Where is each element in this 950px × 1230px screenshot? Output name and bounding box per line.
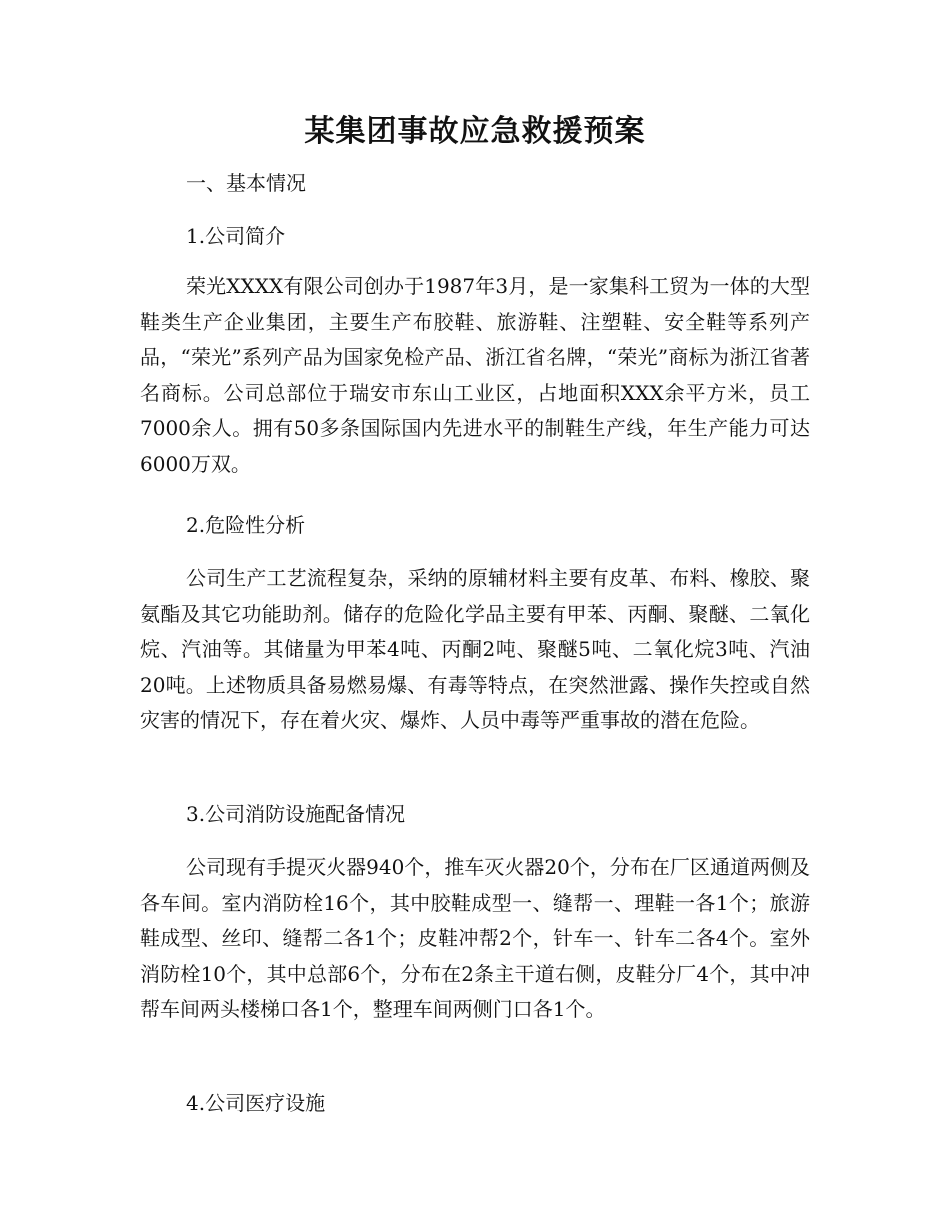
subheading-hazard-analysis: 2.危险性分析 bbox=[186, 513, 306, 537]
paragraph-hazard-analysis: 公司生产工艺流程复杂，采纳的原辅材料主要有皮革、布料、橡胶、聚氨酯及其它功能助剂。储存的危险化学品主要有甲苯、丙酮、聚醚、二氧化烷、汽油等。其储量为甲苯4吨、丙酮2吨、聚醚5吨、二氧化烷3吨、汽油20吨。上述物质具备易燃易爆、有毒等特点，在突然泄露、操作失控或自然灾害的情况下，存在着火灾、爆炸、人员中毒等严重事故的潜在危险。 bbox=[140, 566, 810, 732]
subheading-company-profile: 1.公司简介 bbox=[186, 224, 286, 248]
document-title: 某集团事故应急救援预案 bbox=[304, 114, 646, 149]
paragraph-company-profile: 荣光XXXX有限公司创办于1987年3月，是一家集科工贸为一体的大型鞋类生产企业集团，主要生产布胶鞋、旅游鞋、注塑鞋、安全鞋等系列产品，“荣光”系列产品为国家免检产品、浙江省名牌，“荣光”商标为浙江省著名商标。公司总部位于瑞安市东山工业区，占地面积XXX余平方米，员工7000余人。拥有50多条国际国内先进水平的制鞋生产线，年生产能力可达6000万双。 bbox=[140, 274, 810, 476]
subheading-medical-facilities: 4.公司医疗设施 bbox=[186, 1091, 326, 1115]
paragraph-fire-facilities: 公司现有手提灭火器940个，推车灭火器20个，分布在厂区通道两侧及各车间。室内消防栓16个，其中胶鞋成型一、缝帮一、理鞋一各1个；旅游鞋成型、丝印、缝帮二各1个；皮鞋冲帮2个，针车一、针车二各4个。室外消防栓10个，其中总部6个，分布在2条主干道右侧，皮鞋分厂4个，其中冲帮车间两头楼梯口各1个，整理车间两侧门口各1个。 bbox=[140, 855, 810, 1021]
section-heading-basic-info: 一、基本情况 bbox=[186, 171, 306, 195]
subheading-fire-facilities: 3.公司消防设施配备情况 bbox=[186, 802, 406, 826]
